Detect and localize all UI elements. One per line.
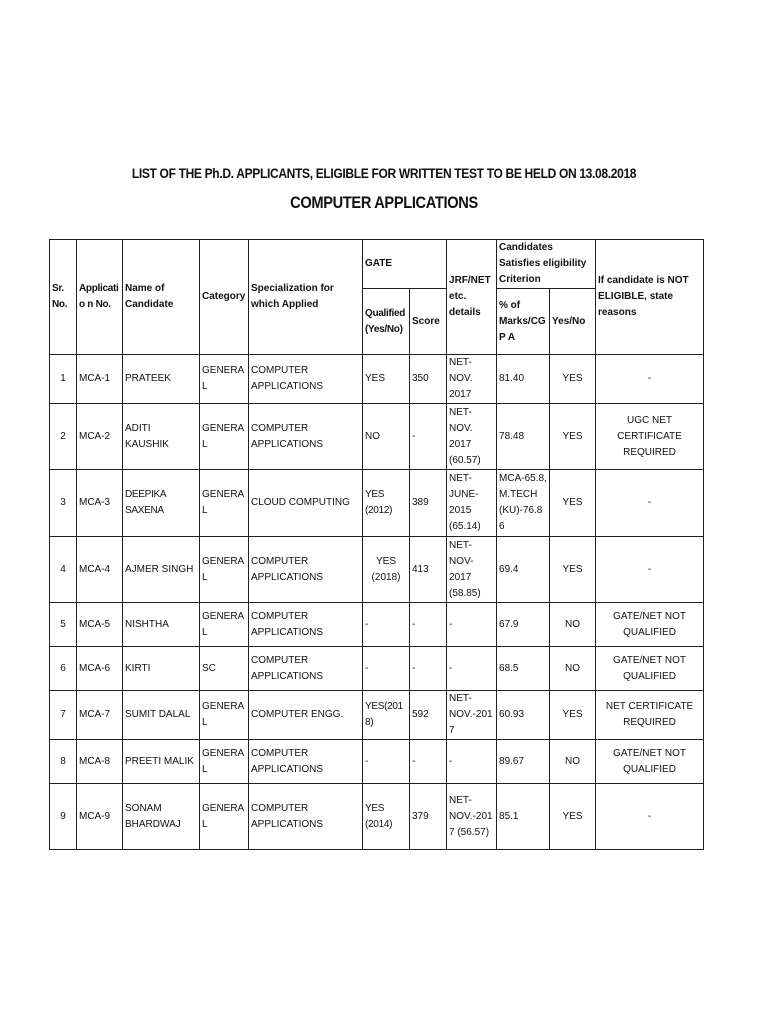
cell-specialization: COMPUTER APPLICATIONS	[249, 603, 363, 647]
cell-eligible: YES	[550, 691, 596, 740]
cell-reason: GATE/NET NOT QUALIFIED	[596, 740, 704, 784]
header-gate-score: Score	[410, 289, 447, 355]
document-title: LIST OF THE Ph.D. APPLICANTS, ELIGIBLE FOR WRITTEN TEST TO BE HELD ON 13.08.2018	[131, 165, 637, 181]
cell-specialization: COMPUTER APPLICATIONS	[249, 537, 363, 603]
cell-gate-score: -	[410, 647, 447, 691]
cell-eligible: YES	[550, 537, 596, 603]
cell-eligible: NO	[550, 603, 596, 647]
cell-gate-qualified: YES	[363, 355, 410, 404]
document-subtitle: COMPUTER APPLICATIONS	[290, 193, 478, 212]
cell-name: NISHTHA	[123, 603, 200, 647]
cell-sr: 5	[50, 603, 77, 647]
table-row	[50, 784, 704, 850]
cell-eligible: YES	[550, 784, 596, 850]
cell-gate-qualified: NO	[363, 404, 410, 470]
cell-reason: -	[596, 355, 704, 404]
cell-specialization: COMPUTER APPLICATIONS	[249, 784, 363, 850]
cell-marks: 67.9	[497, 603, 550, 647]
cell-application-no: MCA-6	[77, 647, 123, 691]
table-row	[50, 470, 704, 537]
cell-name: SUMIT DALAL	[123, 691, 200, 740]
cell-application-no: MCA-4	[77, 537, 123, 603]
cell-gate-qualified: YES (2014)	[363, 784, 410, 850]
header-eligibility: Candidates Satisfies eligibility Criterion	[497, 240, 596, 289]
cell-reason: -	[596, 537, 704, 603]
header-application-no: Applicatio n No.	[77, 240, 123, 355]
cell-eligible: YES	[550, 470, 596, 537]
header-jrf-net: JRF/NET etc. details	[447, 240, 497, 355]
cell-jrf-net: -	[447, 603, 497, 647]
cell-application-no: MCA-7	[77, 691, 123, 740]
cell-gate-qualified: YES (2018)	[363, 537, 410, 603]
cell-marks: 89.67	[497, 740, 550, 784]
applicants-table	[49, 239, 704, 850]
cell-eligible: NO	[550, 740, 596, 784]
cell-sr: 1	[50, 355, 77, 404]
cell-category: GENERAL	[200, 740, 249, 784]
cell-application-no: MCA-8	[77, 740, 123, 784]
table-row	[50, 537, 704, 603]
cell-gate-score: 592	[410, 691, 447, 740]
header-yes-no: Yes/No	[550, 289, 596, 355]
table-row	[50, 404, 704, 470]
cell-category: GENERAL	[200, 691, 249, 740]
cell-category: GENERAL	[200, 537, 249, 603]
cell-category: SC	[200, 647, 249, 691]
cell-marks: MCA-65.8, M.TECH (KU)-76.86	[497, 470, 550, 537]
table-row	[50, 740, 704, 784]
table-row	[50, 647, 704, 691]
cell-gate-qualified: -	[363, 603, 410, 647]
header-name: Name of Candidate	[123, 240, 200, 355]
cell-marks: 69.4	[497, 537, 550, 603]
table-row	[50, 603, 704, 647]
cell-reason: UGC NET CERTIFICATE REQUIRED	[596, 404, 704, 470]
cell-specialization: COMPUTER APPLICATIONS	[249, 404, 363, 470]
cell-gate-score: -	[410, 404, 447, 470]
cell-application-no: MCA-1	[77, 355, 123, 404]
cell-reason: -	[596, 470, 704, 537]
cell-application-no: MCA-9	[77, 784, 123, 850]
cell-marks: 60.93	[497, 691, 550, 740]
cell-category: GENERAL	[200, 603, 249, 647]
cell-marks: 85.1	[497, 784, 550, 850]
cell-specialization: COMPUTER APPLICATIONS	[249, 355, 363, 404]
cell-eligible: YES	[550, 404, 596, 470]
cell-specialization: CLOUD COMPUTING	[249, 470, 363, 537]
cell-sr: 7	[50, 691, 77, 740]
cell-gate-score: 389	[410, 470, 447, 537]
header-reasons: If candidate is NOT ELIGIBLE, state reasons	[596, 240, 704, 355]
cell-jrf-net: NET-JUNE-2015 (65.14)	[447, 470, 497, 537]
cell-specialization: COMPUTER APPLICATIONS	[249, 647, 363, 691]
cell-reason: -	[596, 784, 704, 850]
cell-application-no: MCA-3	[77, 470, 123, 537]
cell-gate-score: 350	[410, 355, 447, 404]
cell-name: AJMER SINGH	[123, 537, 200, 603]
cell-marks: 81.40	[497, 355, 550, 404]
cell-gate-qualified: -	[363, 740, 410, 784]
cell-sr: 4	[50, 537, 77, 603]
cell-gate-qualified: YES(2018)	[363, 691, 410, 740]
cell-marks: 78.48	[497, 404, 550, 470]
cell-jrf-net: -	[447, 740, 497, 784]
cell-marks: 68.5	[497, 647, 550, 691]
header-gate: GATE	[363, 240, 447, 289]
cell-jrf-net: NET-NOV.-2017 (56.57)	[447, 784, 497, 850]
cell-reason: GATE/NET NOT QUALIFIED	[596, 603, 704, 647]
cell-name: PRATEEK	[123, 355, 200, 404]
cell-gate-score: -	[410, 603, 447, 647]
header-marks: % of Marks/CGP A	[497, 289, 550, 355]
cell-eligible: YES	[550, 355, 596, 404]
cell-jrf-net: NET-NOV-2017 (58.85)	[447, 537, 497, 603]
cell-name: PREETI MALIK	[123, 740, 200, 784]
cell-sr: 3	[50, 470, 77, 537]
cell-sr: 8	[50, 740, 77, 784]
cell-specialization: COMPUTER ENGG.	[249, 691, 363, 740]
cell-jrf-net: NET-NOV. 2017 (60.57)	[447, 404, 497, 470]
cell-gate-qualified: YES (2012)	[363, 470, 410, 537]
cell-name: DEEPIKA SAXENA	[123, 470, 200, 537]
cell-gate-qualified: -	[363, 647, 410, 691]
cell-name: KIRTI	[123, 647, 200, 691]
cell-jrf-net: NET-NOV. 2017	[447, 355, 497, 404]
header-category: Category	[200, 240, 249, 355]
cell-application-no: MCA-2	[77, 404, 123, 470]
cell-eligible: NO	[550, 647, 596, 691]
cell-jrf-net: NET-NOV.-2017	[447, 691, 497, 740]
cell-category: GENERAL	[200, 355, 249, 404]
cell-gate-score: -	[410, 740, 447, 784]
cell-application-no: MCA-5	[77, 603, 123, 647]
cell-gate-score: 379	[410, 784, 447, 850]
table-row	[50, 691, 704, 740]
header-sr-no: Sr. No.	[50, 240, 77, 355]
cell-name: SONAM BHARDWAJ	[123, 784, 200, 850]
cell-specialization: COMPUTER APPLICATIONS	[249, 740, 363, 784]
table-row	[50, 355, 704, 404]
cell-sr: 2	[50, 404, 77, 470]
cell-reason: GATE/NET NOT QUALIFIED	[596, 647, 704, 691]
header-gate-qualified: Qualified (Yes/No)	[363, 289, 410, 355]
cell-sr: 6	[50, 647, 77, 691]
cell-jrf-net: -	[447, 647, 497, 691]
cell-category: GENERAL	[200, 470, 249, 537]
cell-category: GENERAL	[200, 404, 249, 470]
cell-reason: NET CERTIFICATE REQUIRED	[596, 691, 704, 740]
cell-sr: 9	[50, 784, 77, 850]
header-specialization: Specialization for which Applied	[249, 240, 363, 355]
cell-gate-score: 413	[410, 537, 447, 603]
cell-name: ADITI KAUSHIK	[123, 404, 200, 470]
cell-category: GENERAL	[200, 784, 249, 850]
